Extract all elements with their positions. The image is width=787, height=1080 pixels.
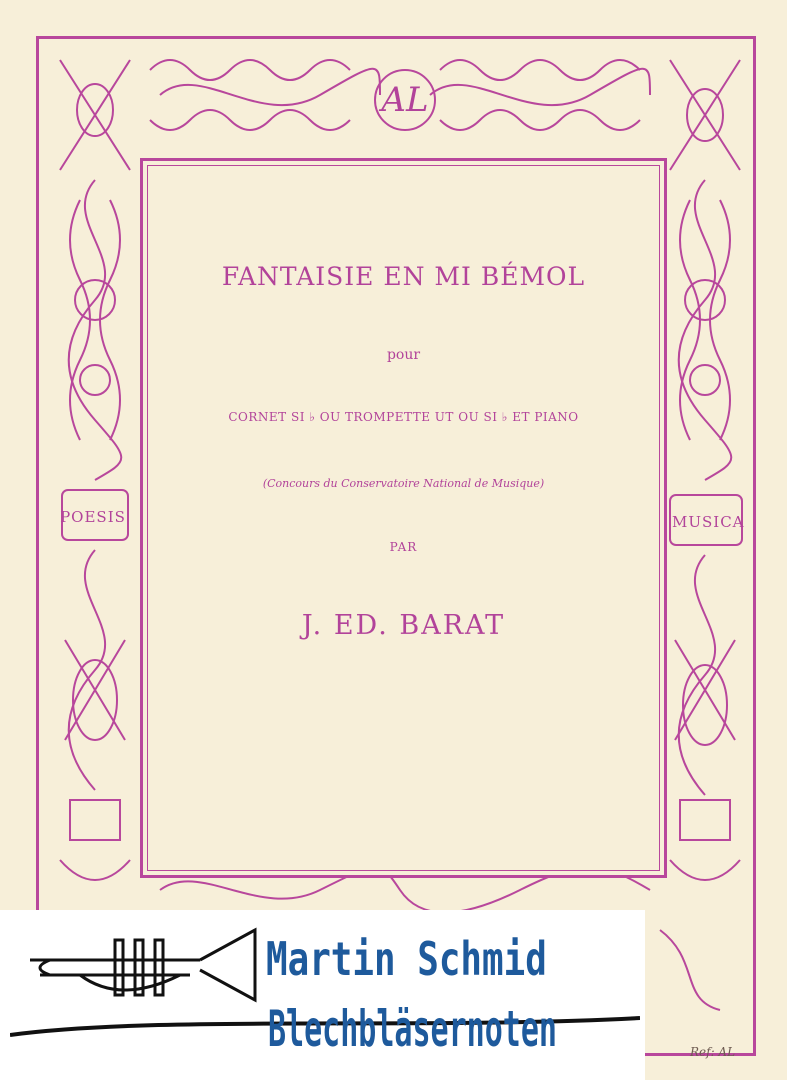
reference-code: Ref: AL bbox=[690, 1045, 736, 1059]
trumpet-icon bbox=[20, 920, 260, 1010]
poesis-label: POESIS bbox=[60, 508, 126, 526]
work-title: FANTAISIE EN MI BÉMOL bbox=[221, 262, 586, 291]
composer-name: J. ED. BARAT bbox=[301, 610, 506, 641]
concours-subtitle: (Concours du Conservatoire National de Musique) bbox=[262, 477, 545, 490]
publisher-logo: AL bbox=[381, 80, 429, 120]
pour-text: pour bbox=[386, 347, 421, 363]
par-text: PAR bbox=[389, 540, 418, 554]
watermark-line-1: Martin Schmid bbox=[266, 932, 547, 986]
musica-label: MUSICA bbox=[672, 513, 745, 531]
instrumentation-text: CORNET SI ♭ OU TROMPETTE UT OU SI ♭ ET PIANO bbox=[228, 410, 579, 424]
watermark-line-2: Blechbläsernoten bbox=[268, 1000, 557, 1058]
